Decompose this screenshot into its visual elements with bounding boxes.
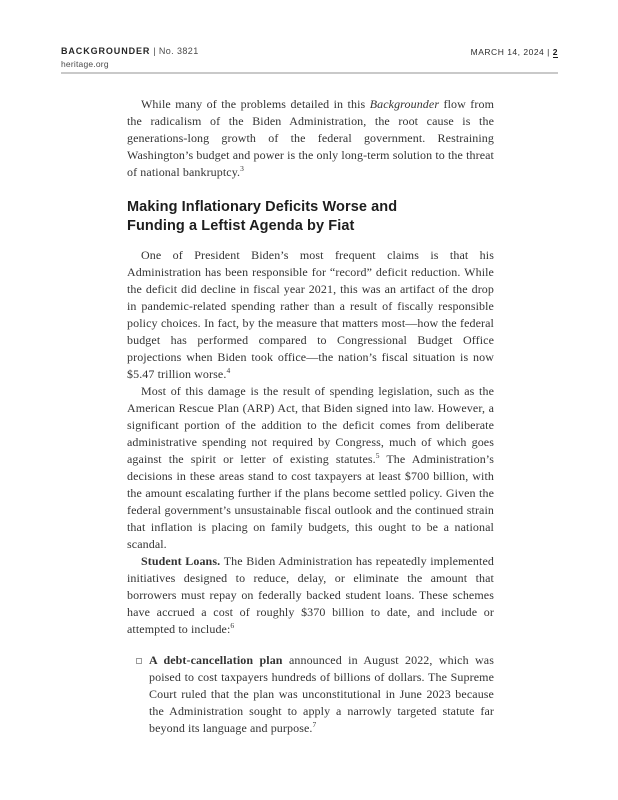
- article-body: [127, 96, 494, 737]
- bullet-marker-cell: [127, 652, 149, 737]
- issue-separator: |: [153, 46, 156, 56]
- publication-date: MARCH 14, 2024: [470, 47, 545, 57]
- paragraph-spending-damage: Most of this damage is the result of spending legislation, such as the American Rescue Plan (ARP) Act, that Biden signed into law. However, a significant portion of the addition to the deficit comes from deliberate administrative spending not required by Congress, much of which goes against the spirit or letter of existing statutes.$^5$ The Administration’s decisions in these areas stand to cost taxpayers at least $700 billion, with the amount escalating further if the plans become settled policy. Given the federal government’s unsustainable fiscal outlook and the continued strain that inflation is placing on family budgets, this ought to be a national scandal.: [127, 384, 495, 551]
- section-heading-line-1: Making Inflationary Deficits Worse and: [127, 199, 398, 215]
- header-left-block: [61, 46, 199, 69]
- section-heading-line-2: Funding a Leftist Agenda by Fiat: [127, 218, 355, 234]
- header-divider-rule: [61, 72, 558, 74]
- paragraph-deficit-claims: One of President Biden’s most frequent claims is that his Administration has been responsible for “record” deficit reduction. While the deficit did decline in fiscal year 2021, this was an artifact of the drop in pandemic-related spending rather than a result of fiscally responsible policy choices. In fact, by the measure that matters most—how the federal budget has performed compared to Congressional Budget Office projections when Biden took office—the nation’s fiscal situation is now $5.47 trillion worse.$^4$: [127, 248, 494, 381]
- paragraph-intro: While many of the problems detailed in this Backgrounder flow from the radicalism of the Biden Administration, the root cause is the generations-long growth of the federal government. Restraining Washington’s budget and power is the only long-term solution to the threat of national bankruptcy.$^3$: [127, 97, 494, 179]
- list-item-debt-cancellation: [127, 652, 494, 737]
- paragraph-student-loans: Student Loans. The Biden Administration has repeatedly implemented initiatives designed to reduce, delay, or eliminate the amount that borrowers must repay on federally backed student loans. These schemes have accrued a cost of roughly $370 billion to date, and include or attempted to include:$^6$: [127, 554, 494, 636]
- publication-title: BACKGROUNDER: [61, 46, 151, 56]
- issue-number: No. 3821: [158, 46, 199, 56]
- section-heading: [127, 198, 494, 236]
- page-number: 2: [552, 47, 558, 57]
- running-header: [61, 46, 558, 69]
- header-right-block: [471, 47, 558, 57]
- square-outline-icon: [136, 658, 142, 664]
- publication-line: [61, 46, 199, 56]
- website-url: heritage.org: [61, 59, 109, 69]
- date-page-separator: |: [547, 47, 550, 57]
- bullet-text: A debt-cancellation plan announced in August 2022, which was poised to cost taxpayers hundreds of billions of dollars. The Supreme Court ruled that the plan was unconstitutional in June 2023 because the Administration sought to apply a narrowly targeted statute far beyond its language and purpose.$^7$: [149, 653, 494, 735]
